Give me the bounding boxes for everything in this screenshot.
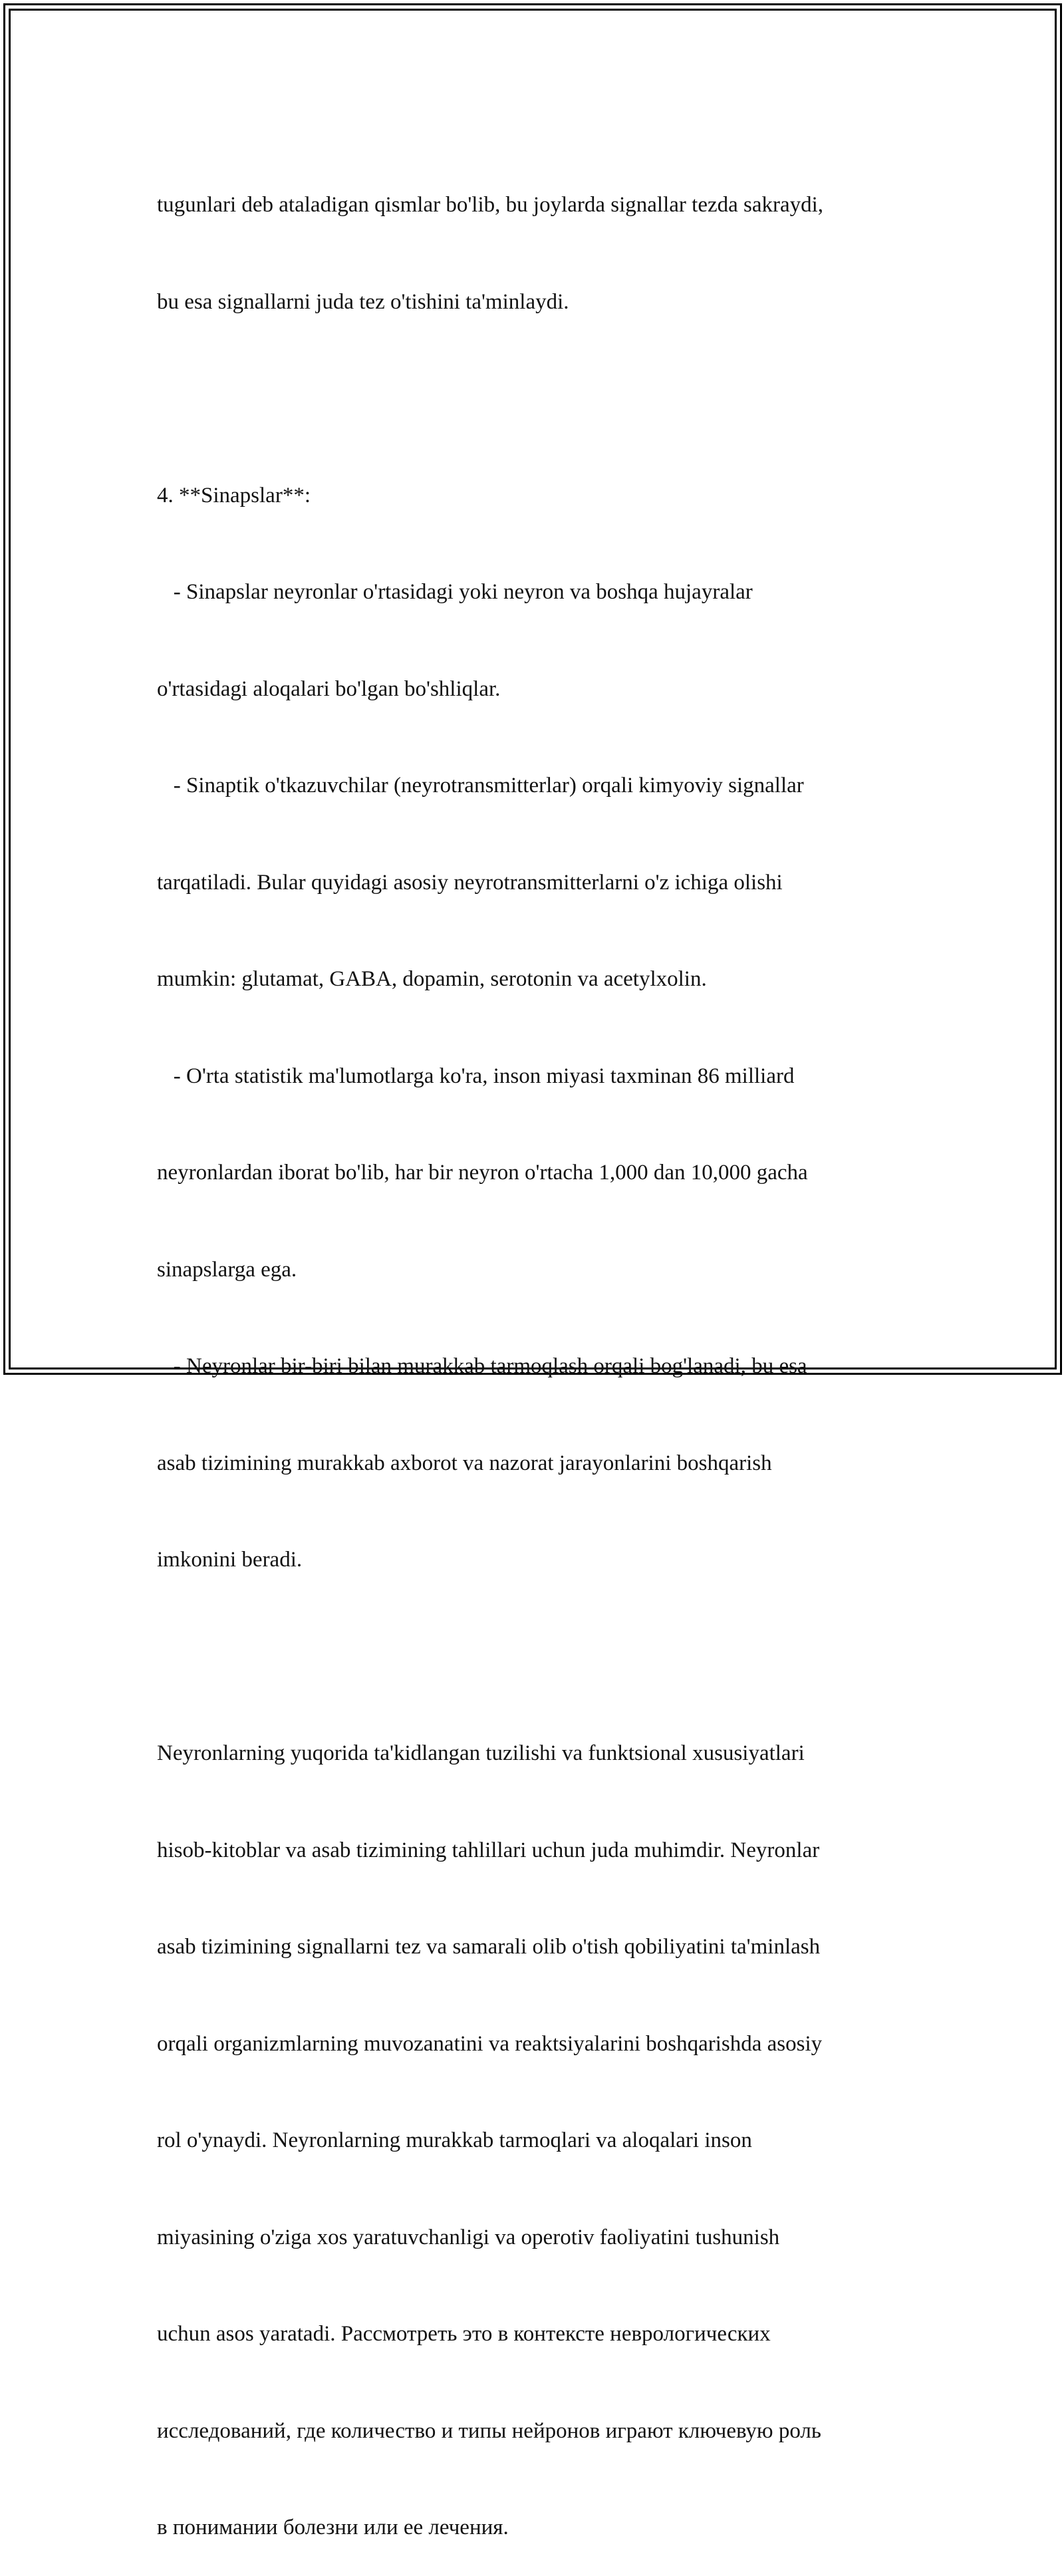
text-line: sinapslarga ega.: [157, 1257, 297, 1282]
section-heading: 4. **Sinapslar**:: [157, 483, 311, 507]
text-line: исследований, где количество и типы нейронов играют ключевую роль: [157, 2418, 821, 2443]
text-line: bu esa signallarni juda tez o'tishini ta'minlaydi.: [157, 289, 569, 314]
text-line: rol o'ynaydi. Neyronlarning murakkab tarmoqlari va aloqalari inson: [157, 2128, 752, 2152]
text-line: Neyronlarning yuqorida ta'kidlangan tuzilishi va funktsional xususiyatlari: [157, 1741, 805, 1765]
blank-line: [157, 1641, 908, 1673]
text-line: tarqatiladi. Bular quyidagi asosiy neyrotransmitterlarni o'z ichiga olishi: [157, 870, 783, 895]
text-line: neyronlardan iborat bo'lib, har bir neyron o'rtacha 1,000 dan 10,000 gacha: [157, 1161, 808, 1185]
text-line: в понимании болезни или ее лечения.: [157, 2515, 509, 2539]
text-line: - Sinaptik o'tkazuvchilar (neyrotransmitterlar) orqali kimyoviy signallar: [157, 774, 804, 797]
text-line: mumkin: glutamat, GABA, dopamin, serotonin va acetylxolin.: [157, 967, 707, 991]
text-line: - Sinapslar neyronlar o'rtasidagi yoki neyron va boshqa hujayralar: [157, 580, 753, 604]
text-line: asab tizimining murakkab axborot va nazorat jarayonlarini boshqarish: [157, 1451, 772, 1475]
text-line: - O'rta statistik ma'lumotlarga ko'ra, inson miyasi taxminan 86 milliard: [157, 1064, 795, 1088]
text-line: tugunlari deb ataladigan qismlar bo'lib, bu joylarda signallar tezda sakraydi,: [157, 193, 824, 217]
text-line: o'rtasidagi aloqalari bo'lgan bo'shliqlar.: [157, 676, 501, 701]
document-body: [157, 124, 908, 2576]
text-line: asab tizimining signallarni tez va samarali olib o'tish qobiliyatini ta'minlash: [157, 1935, 821, 1959]
blank-line: [157, 382, 908, 415]
text-line: orqali organizmlarning muvozanatini va reaktsiyalarini boshqarishda asosiy: [157, 2031, 823, 2056]
text-line: uchun asos yaratadi. Рассмотреть это в контексте неврологических: [157, 2322, 771, 2346]
text-line: imkonini beradi.: [157, 1548, 303, 1572]
text-line: hisob-kitoblar va asab tizimining tahlillari uchun juda muhimdir. Neyronlar: [157, 1838, 820, 1862]
text-line: miyasining o'ziga xos yaratuvchanligi va operotiv faoliyatini tushunish: [157, 2225, 780, 2249]
text-line: - Neyronlar bir-biri bilan murakkab tarmoqlash orqali bog'lanadi, bu esa: [157, 1354, 807, 1378]
